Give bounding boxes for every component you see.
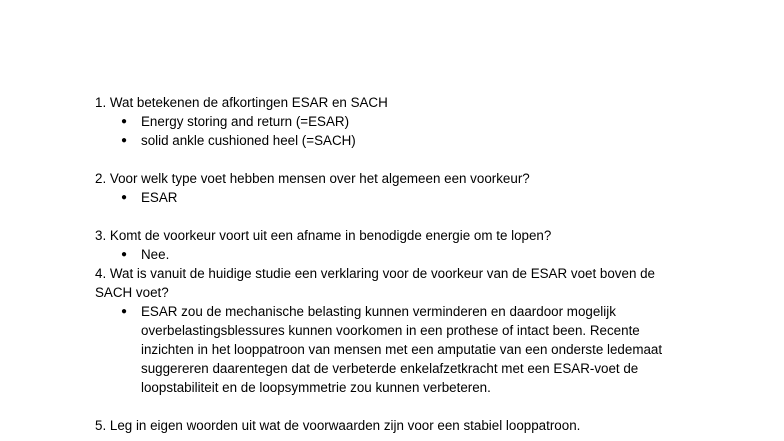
answer-item bbox=[95, 245, 695, 264]
answer-list-1 bbox=[95, 112, 695, 150]
answer-item bbox=[95, 131, 695, 150]
answer-list-3 bbox=[95, 245, 695, 264]
question-1: 1. Wat betekenen de afkortingen ESAR en SACH bbox=[95, 95, 388, 110]
question-4: 4. Wat is vanuit de huidige studie een verklaring voor de voorkeur van de ESAR voet boven de SACH voet? bbox=[95, 266, 656, 300]
answer-item bbox=[95, 302, 695, 397]
answer-text: Energy storing and return (=ESAR) bbox=[141, 114, 350, 129]
answer-list-4 bbox=[95, 302, 695, 397]
answer-item bbox=[95, 112, 695, 131]
answer-item bbox=[95, 188, 695, 207]
bullet-icon: ● bbox=[120, 306, 128, 317]
answer-text: Nee. bbox=[141, 247, 170, 262]
question-3: 3. Komt de voorkeur voort uit een afname in benodigde energie om te lopen? bbox=[95, 228, 552, 243]
answer-text: ESAR zou de mechanische belasting kunnen verminderen en daardoor mogelijk overbelastingsblessures kunnen voorkomen in een prothese of intact been. Recente inzichten in het looppatroon van mensen met een amputatie van een onderste ledemaat suggereren daarentegen dat de verbeterde enkelafzetkracht met een ESAR-voet de loopstabiliteit en de loopsymmetrie zou kunnen verbeteren. bbox=[141, 304, 663, 395]
question-5: 5. Leg in eigen woorden uit wat de voorwaarden zijn voor een stabiel looppatroon. bbox=[95, 418, 581, 433]
bullet-icon: ● bbox=[120, 249, 128, 260]
bullet-icon: ● bbox=[120, 192, 128, 203]
answer-list-2 bbox=[95, 188, 695, 207]
question-2: 2. Voor welk type voet hebben mensen over het algemeen een voorkeur? bbox=[95, 171, 530, 186]
answer-text: solid ankle cushioned heel (=SACH) bbox=[141, 133, 356, 148]
spacer bbox=[95, 150, 695, 169]
answer-text: ESAR bbox=[141, 190, 178, 205]
spacer bbox=[95, 397, 695, 416]
bullet-icon: ● bbox=[120, 135, 128, 146]
bullet-icon: ● bbox=[120, 116, 128, 127]
spacer bbox=[95, 207, 695, 226]
document-body bbox=[95, 93, 695, 435]
